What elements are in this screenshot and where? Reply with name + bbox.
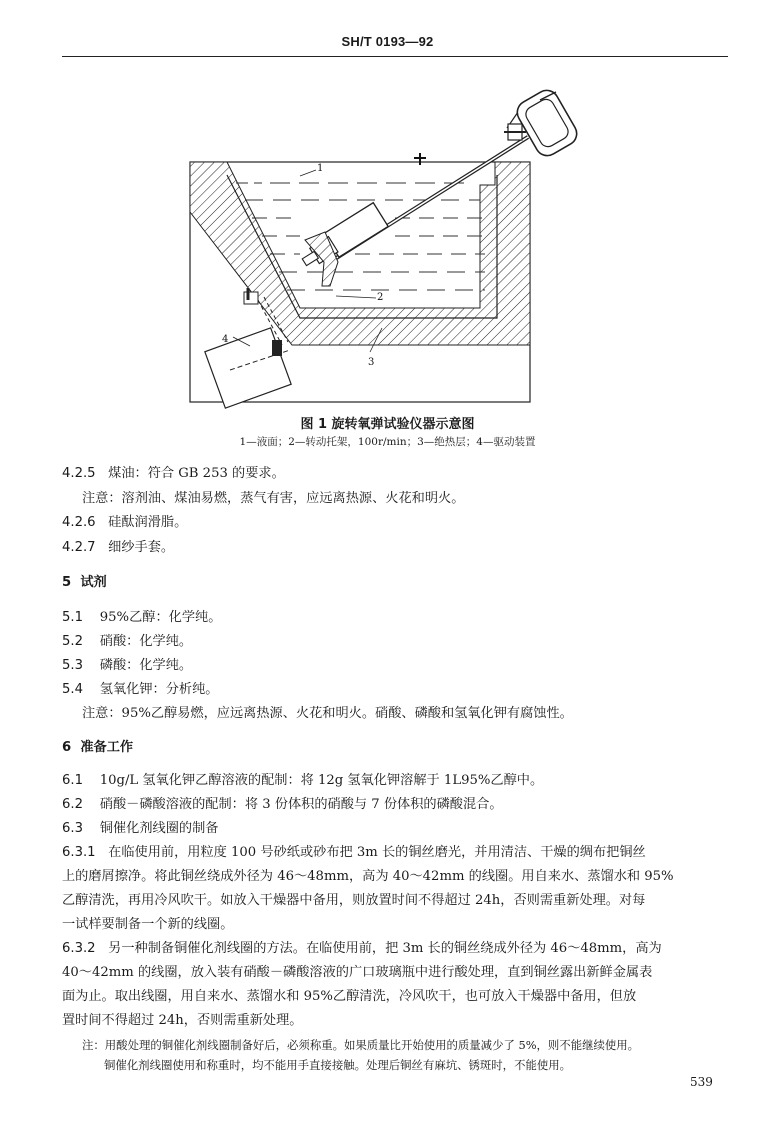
drive-unit [205, 328, 291, 408]
clause-5-4-note: 注意：95%乙醇易燃，应远离热源、火花和明火。硝酸、磷酸和氢氧化钾有腐蚀性。 [82, 706, 573, 721]
clause-6-3-1-line-4: 一试样要制备一个新的线圈。 [62, 917, 234, 932]
clause-4-2-5: 4.2.5 煤油：符合 GB 253 的要求。 [62, 466, 285, 481]
clause-6-3-2-line-4: 置时间不得超过 24h，否则需重新处理。 [62, 1013, 303, 1028]
clause-6-3-1-line-3: 乙醇清洗，再用冷风吹干。如放入干燥器中备用，则放置时间不得超过 24h，否则需重新处理。对每 [62, 893, 646, 908]
clause-6-3: 6.3 铜催化剂线圈的制备 [62, 821, 219, 836]
label-1: 1 [317, 163, 324, 174]
label-3: 3 [368, 357, 375, 368]
clause-5-1: 5.1 95%乙醇：化学纯。 [62, 610, 222, 625]
clause-4-2-5-note: 注意：溶剂油、煤油易燃，蒸气有害，应远离热源、火花和明火。 [82, 491, 465, 506]
clause-6-3-1: 6.3.1 在临使用前，用粒度 100 号砂纸或砂布把 3m 长的铜丝磨光，并用清洁、干燥的绸布把铜丝 [62, 845, 646, 860]
apparatus-diagram [0, 0, 775, 440]
section-5-heading: 5 试剂 [62, 575, 107, 590]
clause-4-2-6: 4.2.6 硅酞润滑脂。 [62, 515, 188, 530]
figure-caption: 1—液面；2—转动托架，100r/min；3—绝热层；4—驱动装置 [239, 436, 536, 448]
clause-6-1: 6.1 10g/L 氢氧化钾乙醇溶液的配制：将 12g 氢氧化钾溶解于 1L95%乙醇中。 [62, 773, 544, 788]
clause-5-4: 5.4 氢氧化钾：分析纯。 [62, 682, 219, 697]
clause-6-3-2: 6.3.2 另一种制备铜催化剂线圈的方法。在临使用前，把 3m 长的铜丝绕成外径为 46～48mm，高为 [62, 941, 662, 956]
note-line-2: 铜催化剂线圈使用和称重时，均不能用手直接接触。处理后铜丝有麻坑、锈斑时，不能使用。 [104, 1058, 572, 1072]
section-6-heading: 6 准备工作 [62, 740, 134, 755]
page-number: 539 [690, 1075, 713, 1089]
note-line-1: 注：用酸处理的铜催化剂线圈制备好后，必须称重。如果质量比开始使用的质量减少了 5%，则不能继续使用。 [82, 1038, 640, 1052]
label-4: 4 [222, 334, 229, 345]
clause-4-2-7: 4.2.7 细纱手套。 [62, 540, 175, 555]
motor-unit [504, 86, 581, 160]
clause-5-3: 5.3 磷酸：化学纯。 [62, 658, 193, 673]
running-header: SH/T 0193—92 [341, 34, 434, 49]
clause-6-3-2-line-2: 40～42mm 的线圈，放入装有硝酸－磷酸溶液的广口玻璃瓶中进行酸处理，直到铜丝露出新鲜金属表 [62, 965, 653, 980]
label-2: 2 [377, 292, 384, 303]
clause-6-2: 6.2 硝酸－磷酸溶液的配制：将 3 份体积的硝酸与 7 份体积的磷酸混合。 [62, 797, 503, 812]
clause-6-3-1-line-2: 上的磨屑擦净。将此铜丝绕成外径为 46～48mm，高为 40～42mm 的线圈。用自来水、蒸馏水和 95% [62, 869, 674, 884]
figure-title: 图 1 旋转氧弹试验仪器示意图 [300, 417, 475, 432]
clause-6-3-2-line-3: 面为止。取出线圈，用自来水、蒸馏水和 95%乙醇清洗，冷风吹干，也可放入干燥器中备用，但放 [62, 989, 637, 1004]
clause-5-2: 5.2 硝酸：化学纯。 [62, 634, 193, 649]
